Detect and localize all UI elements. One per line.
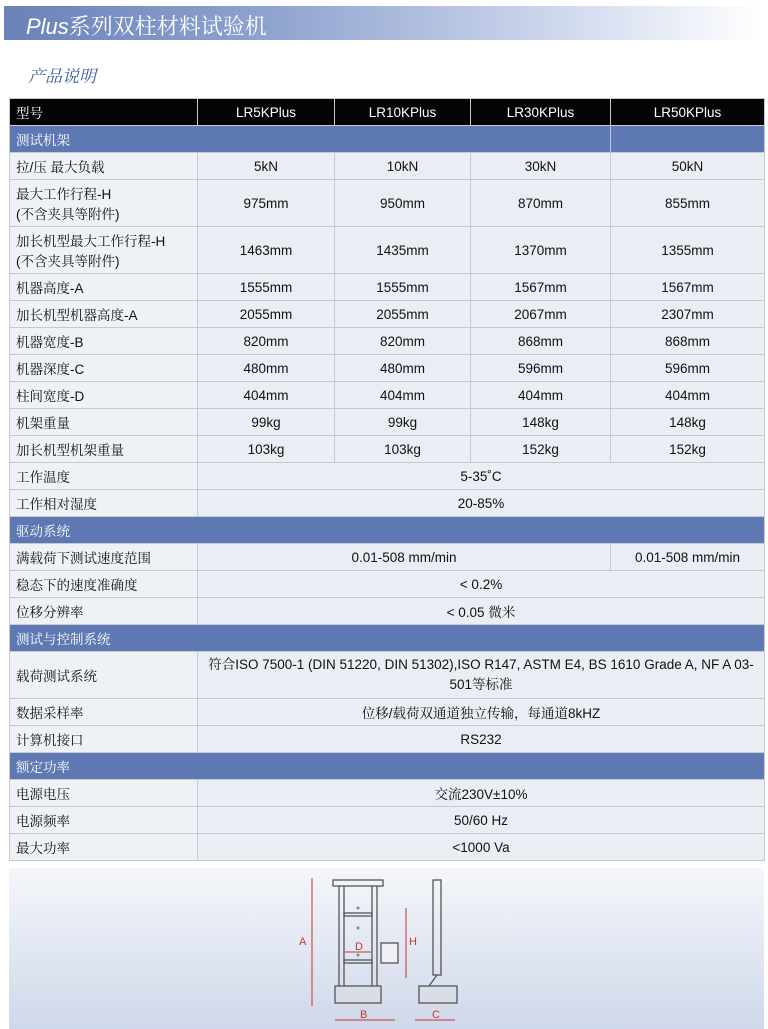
section-power: 额定功率: [10, 753, 765, 780]
page-title: Plus系列双柱材料试验机: [26, 14, 267, 39]
label-a: A: [299, 936, 307, 948]
spec-table: [9, 98, 765, 861]
spec-table-wrap: [9, 98, 764, 861]
title-bar: [4, 6, 762, 40]
table-row: 最大功率 <1000 Va: [10, 834, 765, 861]
table-row: 电源电压 交流230V±10%: [10, 780, 765, 807]
table-row: 拉/压 最大负载 5kN 10kN 30kN 50kN: [10, 153, 765, 180]
machine-drawing: [9, 868, 764, 1029]
table-row: 电源频率 50/60 Hz: [10, 807, 765, 834]
table-row: 位移分辨率 < 0.05 微米: [10, 598, 765, 625]
table-header: [10, 99, 765, 126]
table-row: 机架重量 99kg 99kg 148kg 148kg: [10, 409, 765, 436]
section-drive: 驱动系统: [10, 517, 765, 544]
table-row: 稳态下的速度准确度 < 0.2%: [10, 571, 765, 598]
section-control: 测试与控制系统: [10, 625, 765, 652]
label-d: D: [355, 941, 363, 953]
table-row: 加长机型机器高度-A 2055mm 2055mm 2067mm 2307mm: [10, 301, 765, 328]
table-row: 满载荷下测试速度范围 0.01-508 mm/min 0.01-508 mm/min: [10, 544, 765, 571]
table-row: 机器宽度-B 820mm 820mm 868mm 868mm: [10, 328, 765, 355]
table-row: 最大工作行程-H (不含夹具等附件) 975mm 950mm 870mm 855mm: [10, 180, 765, 227]
label-h: H: [409, 936, 417, 948]
header-model: 型号: [10, 99, 198, 126]
header-lr30k: LR30KPlus: [471, 99, 611, 126]
table-row: 载荷测试系统 符合ISO 7500-1 (DIN 51220, DIN 51302),ISO R147, ASTM E4, BS 1610 Grade A, NF A 03-501等标准: [10, 652, 765, 699]
table-row: 计算机接口 RS232: [10, 726, 765, 753]
table-row: 机器深度-C 480mm 480mm 596mm 596mm: [10, 355, 765, 382]
table-row: 数据采样率 位移/载荷双通道独立传输，每通道8kHZ: [10, 699, 765, 726]
section-frame: 测试机架: [10, 126, 765, 153]
label-c: C: [432, 1009, 440, 1021]
table-row: 工作相对湿度 20-85%: [10, 490, 765, 517]
table-row: 加长机型机架重量 103kg 103kg 152kg 152kg: [10, 436, 765, 463]
header-lr5k: LR5KPlus: [198, 99, 335, 126]
machine-diagram: [9, 868, 764, 1029]
table-row: 加长机型最大工作行程-H (不含夹具等附件) 1463mm 1435mm 1370mm 1355mm: [10, 227, 765, 274]
header-lr10k: LR10KPlus: [335, 99, 471, 126]
table-row: 机器高度-A 1555mm 1555mm 1567mm 1567mm: [10, 274, 765, 301]
header-lr50k: LR50KPlus: [611, 99, 765, 126]
subtitle: 产品说明: [28, 67, 96, 86]
label-b: B: [360, 1009, 368, 1021]
table-row: 柱间宽度-D 404mm 404mm 404mm 404mm: [10, 382, 765, 409]
table-row: 工作温度 5-35˚C: [10, 463, 765, 490]
